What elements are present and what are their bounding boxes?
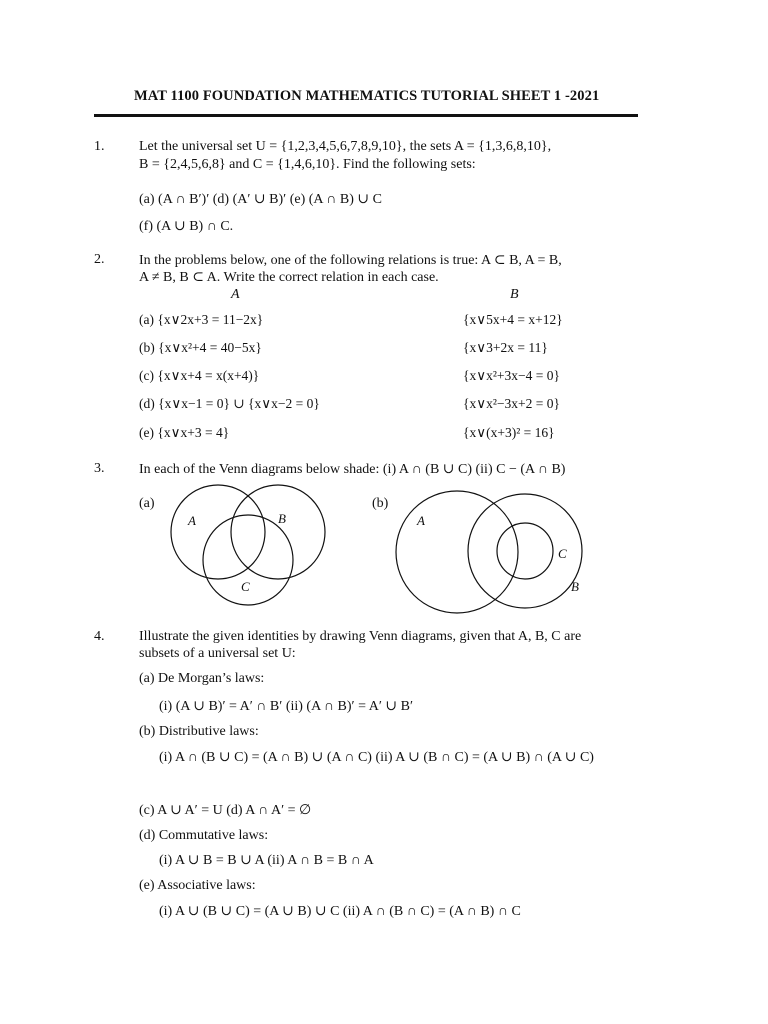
q4-number: 4. (94, 629, 105, 644)
venn-diagram-b (395, 490, 595, 620)
title-underline (94, 114, 638, 117)
q3-number: 3. (94, 461, 105, 476)
q4-distributive-items: (i) A ∩ (B ∪ C) = (A ∩ B) ∪ (A ∩ C) (ii) A ∪ (B ∩ C) = (A ∪ B) ∩ (A ∪ C) (159, 750, 594, 765)
venn-a-set-c-label: C (241, 579, 250, 594)
q1-parts-line1: (a) (A ∩ B′)′ (d) (A′ ∪ B)′ (e) (A ∩ B) ∪ C (139, 192, 382, 207)
venn-b-set-a-label: A (417, 513, 425, 528)
q2-row-b-right: {x∨3+2x = 11} (463, 340, 548, 355)
q2-row-b-left: (b) {x∨x²+4 = 40−5x} (139, 340, 262, 355)
q4-demorgan-title: (a) De Morgan’s laws: (139, 671, 265, 686)
q1-line1: Let the universal set U = {1,2,3,4,5,6,7,8,9,10}, the sets A = {1,3,6,8,10}, (139, 139, 552, 154)
q2-number: 2. (94, 252, 105, 267)
q2-row-d-left: (d) {x∨x−1 = 0} ∪ {x∨x−2 = 0} (139, 396, 320, 411)
q4-line1: Illustrate the given identities by drawing Venn diagrams, given that A, B, C are (139, 629, 582, 644)
q2-row-a-left: (a) {x∨2x+3 = 11−2x} (139, 312, 264, 327)
q4-line2: subsets of a universal set U: (139, 646, 296, 661)
q4-commutative-items: (i) A ∪ B = B ∪ A (ii) A ∩ B = B ∩ A (159, 853, 374, 868)
q3-line1: In each of the Venn diagrams below shade: (i) A ∩ (B ∪ C) (ii) C − (A ∩ B) (139, 462, 566, 477)
q2-row-c-right: {x∨x²+3x−4 = 0} (463, 368, 560, 383)
venn-b-label: (b) (372, 496, 389, 511)
q4-complement-laws: (c) A ∪ A′ = U (d) A ∩ A′ = ∅ (139, 803, 312, 818)
q1-number: 1. (94, 139, 105, 154)
q4-associative-items: (i) A ∪ (B ∪ C) = (A ∪ B) ∪ C (ii) A ∩ (B ∩ C) = (A ∩ B) ∩ C (159, 904, 521, 919)
q2-row-e-left: (e) {x∨x+3 = 4} (139, 425, 230, 440)
venn-a-circle-a (171, 485, 265, 579)
venn-a-circle-b (231, 485, 325, 579)
sheet-title: MAT 1100 FOUNDATION MATHEMATICS TUTORIAL SHEET 1 -2021 (134, 88, 600, 104)
venn-diagram-a (160, 485, 340, 615)
q2-row-e-right: {x∨(x+3)² = 16} (463, 425, 555, 440)
q2-row-c-left: (c) {x∨x+4 = x(x+4)} (139, 368, 260, 383)
q2-row-d-right: {x∨x²−3x+2 = 0} (463, 396, 560, 411)
q4-associative-title: (e) Associative laws: (139, 878, 256, 893)
q2-row-a-right: {x∨5x+4 = x+12} (463, 312, 563, 327)
venn-a-label: (a) (139, 496, 155, 511)
q1-parts-line2: (f) (A ∪ B) ∩ C. (139, 219, 234, 234)
venn-b-set-c-label: C (558, 546, 567, 561)
venn-b-circle-c (497, 523, 553, 579)
venn-a-set-a-label: A (188, 513, 196, 528)
venn-b-set-b-label: B (571, 579, 579, 594)
q4-commutative-title: (d) Commutative laws: (139, 828, 269, 843)
q1-line2: B = {2,4,5,6,8} and C = {1,4,6,10}. Find the following sets: (139, 157, 476, 172)
q4-demorgan-items: (i) (A ∪ B)′ = A′ ∩ B′ (ii) (A ∩ B)′ = A′ ∪ B′ (159, 699, 414, 714)
q4-distributive-title: (b) Distributive laws: (139, 724, 259, 739)
venn-a-set-b-label: B (278, 511, 286, 526)
q2-line2: A ≠ B, B ⊂ A. Write the correct relation in each case. (139, 270, 439, 285)
venn-b-circle-a (396, 491, 518, 613)
q2-column-b-header: B (510, 287, 519, 302)
q2-line1: In the problems below, one of the following relations is true: A ⊂ B, A = B, (139, 253, 562, 268)
q2-column-a-header: A (231, 287, 240, 302)
